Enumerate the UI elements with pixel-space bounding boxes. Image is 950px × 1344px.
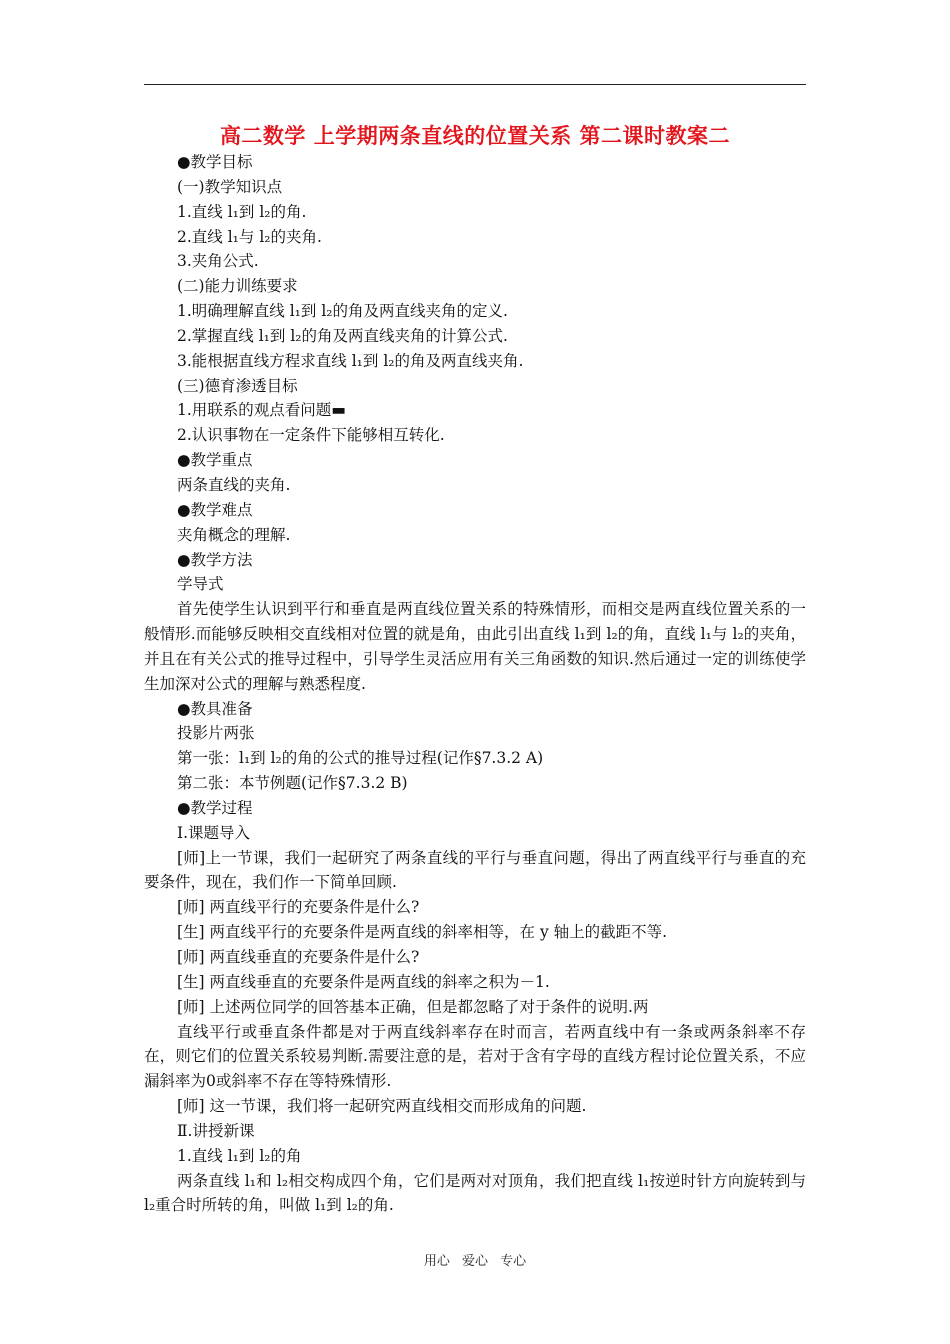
page-footer: 用心 爱心 专心 bbox=[423, 1254, 527, 1269]
dialogue-line: [生] 两直线垂直的充要条件是两直线的斜率之积为－1. bbox=[177, 972, 550, 991]
text-line: 1.用联系的观点看问题▬ bbox=[177, 401, 346, 420]
text-line: 学导式 bbox=[177, 575, 224, 594]
dialogue-line: [生] 两直线平行的充要条件是两直线的斜率相等，在 y 轴上的截距不等. bbox=[177, 923, 668, 942]
text-line: 投影片两张 bbox=[177, 724, 255, 743]
text-line: 第一张：l₁到 l₂的角的公式的推导过程(记作§7.3.2 A) bbox=[177, 749, 544, 768]
text-line: ●教学方法 bbox=[177, 550, 253, 569]
text-line: 第二张：本节例题(记作§7.3.2 B) bbox=[177, 774, 408, 793]
text-line: 3.夹角公式. bbox=[177, 252, 259, 271]
text-line: (一)教学知识点 bbox=[177, 177, 283, 196]
text-line: ●教具准备 bbox=[177, 699, 253, 718]
paragraph: [师]上一节课，我们一起研究了两条直线的平行与垂直问题，得出了两直线平行与垂直的充要条件，现在，我们作一下简单回顾. bbox=[144, 848, 806, 892]
text-line: Ⅰ.课题导入 bbox=[177, 823, 251, 842]
document-body bbox=[144, 150, 806, 1218]
dialogue-line: [师] 上述两位同学的回答基本正确，但是都忽略了对于条件的说明.两 bbox=[177, 997, 649, 1016]
text-line: 1.明确理解直线 l₁到 l₂的角及两直线夹角的定义. bbox=[177, 302, 508, 321]
header-rule bbox=[144, 84, 806, 85]
text-line: ●教学难点 bbox=[177, 500, 253, 519]
text-line: ●教学重点 bbox=[177, 451, 253, 470]
paragraph: 两条直线 l₁和 l₂相交构成四个角，它们是两对对顶角，我们把直线 l₁按逆时针方向旋转到与 l₂重合时所转的角，叫做 l₁到 l₂的角. bbox=[144, 1171, 806, 1215]
text-line: 夹角概念的理解. bbox=[177, 525, 291, 544]
dialogue-line: [师] 两直线平行的充要条件是什么? bbox=[177, 898, 420, 917]
text-line: 2.掌握直线 l₁到 l₂的角及两直线夹角的计算公式. bbox=[177, 326, 508, 345]
dialogue-line: [师] 两直线垂直的充要条件是什么? bbox=[177, 948, 420, 966]
text-line: ●教学过程 bbox=[177, 798, 253, 817]
text-line: 2.认识事物在一定条件下能够相互转化. bbox=[177, 426, 445, 445]
text-line: 2.直线 l₁与 l₂的夹角. bbox=[177, 227, 322, 246]
section-heading: Ⅱ.讲授新课 bbox=[177, 1121, 255, 1140]
paragraph: 首先使学生认识到平行和垂直是两直线位置关系的特殊情形，而相交是两直线位置关系的一般情形.而能够反映相交直线相对位置的就是角，由此引出直线 l₁到 l₂的角，直线 l₁与 l₂的夹角，并且在有关公式的推导过程中，引导学生灵活应用有关三角函数的知识.然后通过一定的训练使学生加深对公式的理解与熟悉程度. bbox=[144, 600, 806, 693]
text-line: (三)德育渗透目标 bbox=[177, 376, 298, 395]
text-line: 1.直线 l₁到 l₂的角. bbox=[177, 202, 307, 221]
text-line: (二)能力训练要求 bbox=[177, 277, 298, 296]
text-line: 两条直线的夹角. bbox=[177, 475, 291, 494]
text-line: ●教学目标 bbox=[177, 153, 253, 171]
subsection-heading: 1.直线 l₁到 l₂的角 bbox=[177, 1146, 302, 1165]
text-line: [师] 这一节课，我们将一起研究两直线相交而形成角的问题. bbox=[177, 1097, 587, 1116]
paragraph: 直线平行或垂直条件都是对于两直线斜率存在时而言，若两直线中有一条或两条斜率不存在，则它们的位置关系较易判断.需要注意的是，若对于含有字母的直线方程讨论位置关系，不应漏斜率为0或斜率不存在等特殊情形. bbox=[144, 1022, 806, 1091]
text-line: 3.能根据直线方程求直线 l₁到 l₂的角及两直线夹角. bbox=[177, 351, 524, 370]
page-title: 高二数学 上学期两条直线的位置关系 第二课时教案二 bbox=[219, 124, 731, 148]
